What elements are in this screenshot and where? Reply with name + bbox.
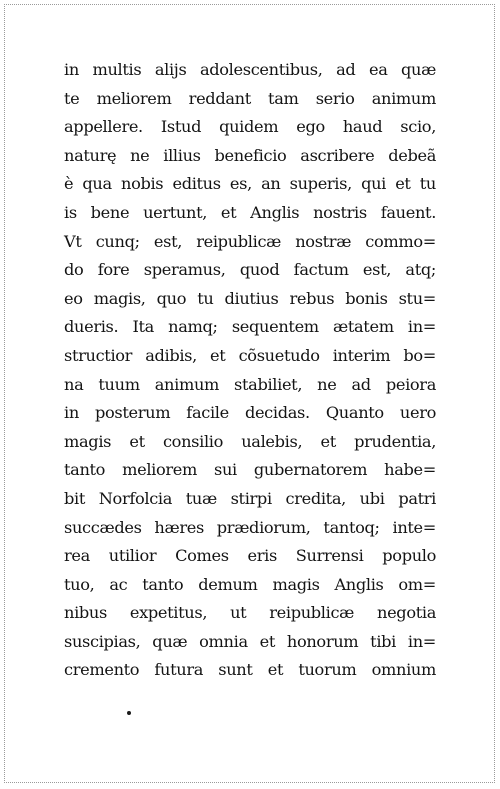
text-line: rea utilior Comes eris Surrensi populo [64, 546, 436, 566]
text-line: nibus expetitus, ut reipublicæ negotia [64, 603, 436, 623]
text-line: dueris. Ita namq; sequentem ætatem in= [64, 317, 436, 337]
text-line: te meliorem reddant tam serio animum [64, 88, 436, 108]
text-line: succædes hæres prædiorum, tantoq; inte= [64, 517, 436, 537]
text-line: tanto meliorem sui gubernatorem habe= [64, 460, 436, 480]
text-line: Vt cunq; est, reipublicæ nostræ commo= [64, 231, 436, 251]
text-line: cremento futura sunt et tuorum omnium [64, 660, 436, 680]
text-line: suscipias, quæ omnia et honorum tibi in= [64, 631, 436, 651]
text-line: is bene uertunt, et Anglis nostris fauent. [64, 202, 436, 222]
text-line: in multis alijs adolescentibus, ad ea quæ [64, 60, 436, 79]
text-line: do fore speramus, quod factum est, atq; [64, 260, 436, 280]
text-line: na tuum animum stabiliet, ne ad peiora [64, 374, 436, 394]
body-text [64, 56, 436, 685]
text-line: in posterum facile decidas. Quanto uero [64, 403, 436, 423]
text-line: appellere. Istud quidem ego haud scio, [64, 117, 436, 137]
text-line: è qua nobis editus es, an superis, qui et tu [64, 174, 436, 194]
ink-mark [127, 711, 131, 715]
text-line: bit Norfolcia tuæ stirpi credita, ubi patri [64, 488, 436, 508]
text-line: naturę ne illius beneficio ascribere debeã [64, 145, 436, 165]
text-line: structior adibis, et cõsuetudo interim bo= [64, 345, 436, 365]
text-line: eo magis, quo tu diutius rebus bonis stu= [64, 288, 436, 308]
text-line: magis et consilio ualebis, et prudentia, [64, 431, 436, 451]
text-line: tuo, ac tanto demum magis Anglis om= [64, 574, 436, 594]
